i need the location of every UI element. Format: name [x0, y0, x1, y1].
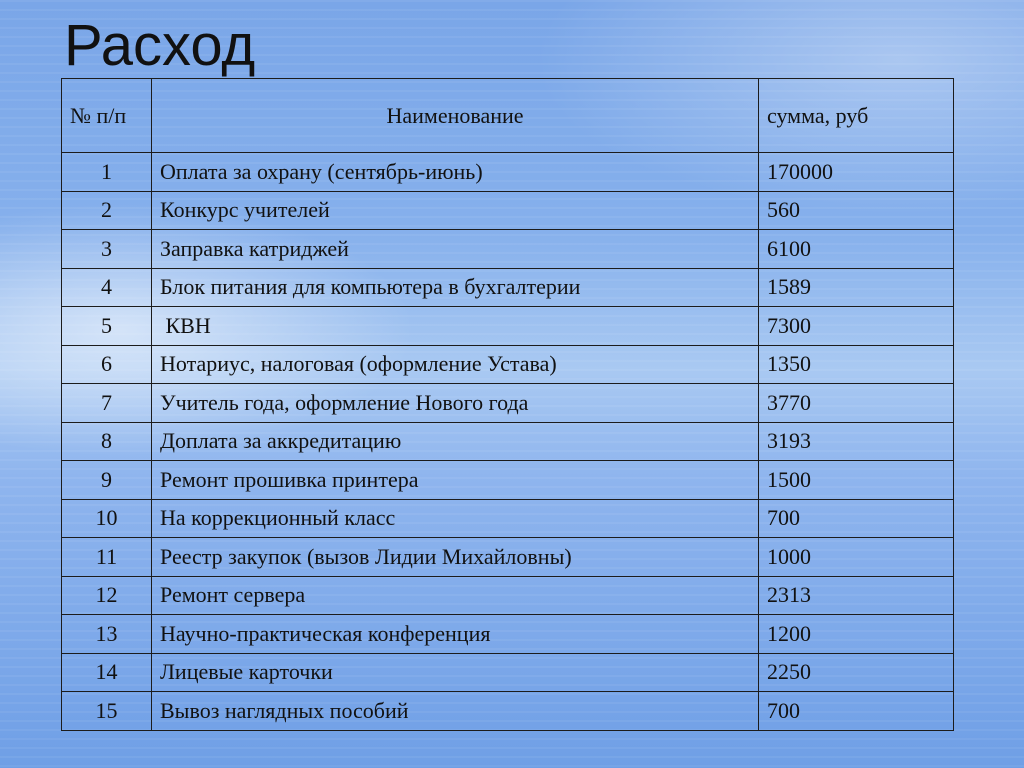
- row-name-cell: Научно-практическая конференция: [152, 615, 759, 654]
- row-number-cell: 1: [62, 153, 152, 192]
- table-row: [62, 191, 954, 230]
- column-header-number: № п/п: [62, 79, 152, 153]
- row-amount-cell: 3193: [759, 422, 954, 461]
- expense-table: [61, 78, 954, 731]
- table-row: [62, 153, 954, 192]
- row-amount-cell: 1500: [759, 461, 954, 500]
- row-amount-cell: 700: [759, 499, 954, 538]
- row-number-cell: 12: [62, 576, 152, 615]
- row-amount-cell: 2313: [759, 576, 954, 615]
- row-number-cell: 5: [62, 307, 152, 346]
- table-row: [62, 615, 954, 654]
- row-amount-cell: 7300: [759, 307, 954, 346]
- row-number-cell: 15: [62, 692, 152, 731]
- column-header-amount: сумма, руб: [759, 79, 954, 153]
- table-row: [62, 345, 954, 384]
- column-header-name: Наименование: [152, 79, 759, 153]
- table-header-row: [62, 79, 954, 153]
- row-number-cell: 2: [62, 191, 152, 230]
- row-number-cell: 6: [62, 345, 152, 384]
- row-name-cell: КВН: [152, 307, 759, 346]
- row-number-cell: 10: [62, 499, 152, 538]
- table-row: [62, 307, 954, 346]
- row-amount-cell: 1589: [759, 268, 954, 307]
- row-number-cell: 3: [62, 230, 152, 269]
- row-amount-cell: 700: [759, 692, 954, 731]
- table-row: [62, 499, 954, 538]
- row-amount-cell: 1200: [759, 615, 954, 654]
- row-amount-cell: 560: [759, 191, 954, 230]
- row-number-cell: 13: [62, 615, 152, 654]
- row-amount-cell: 3770: [759, 384, 954, 423]
- table-row: [62, 576, 954, 615]
- row-name-cell: Вывоз наглядных пособий: [152, 692, 759, 731]
- row-amount-cell: 1350: [759, 345, 954, 384]
- row-number-cell: 11: [62, 538, 152, 577]
- row-amount-cell: 6100: [759, 230, 954, 269]
- row-number-cell: 7: [62, 384, 152, 423]
- row-name-cell: Конкурс учителей: [152, 191, 759, 230]
- row-name-cell: Ремонт прошивка принтера: [152, 461, 759, 500]
- row-number-cell: 9: [62, 461, 152, 500]
- table-row: [62, 461, 954, 500]
- row-amount-cell: 1000: [759, 538, 954, 577]
- table-row: [62, 692, 954, 731]
- row-name-cell: Реестр закупок (вызов Лидии Михайловны): [152, 538, 759, 577]
- row-number-cell: 14: [62, 653, 152, 692]
- row-name-cell: Оплата за охрану (сентябрь-июнь): [152, 153, 759, 192]
- row-amount-cell: 2250: [759, 653, 954, 692]
- table-row: [62, 384, 954, 423]
- row-amount-cell: 170000: [759, 153, 954, 192]
- row-name-cell: Учитель года, оформление Нового года: [152, 384, 759, 423]
- row-name-cell: Ремонт сервера: [152, 576, 759, 615]
- table-row: [62, 538, 954, 577]
- table-body: [62, 153, 954, 731]
- row-name-cell: Заправка катриджей: [152, 230, 759, 269]
- table-row: [62, 422, 954, 461]
- row-name-cell: Лицевые карточки: [152, 653, 759, 692]
- row-name-cell: Нотариус, налоговая (оформление Устава): [152, 345, 759, 384]
- row-number-cell: 8: [62, 422, 152, 461]
- row-name-cell: Доплата за аккредитацию: [152, 422, 759, 461]
- table-row: [62, 268, 954, 307]
- row-name-cell: Блок питания для компьютера в бухгалтерии: [152, 268, 759, 307]
- page-title: Расход: [64, 13, 256, 78]
- table-row: [62, 653, 954, 692]
- row-number-cell: 4: [62, 268, 152, 307]
- row-name-cell: На коррекционный класс: [152, 499, 759, 538]
- table-row: [62, 230, 954, 269]
